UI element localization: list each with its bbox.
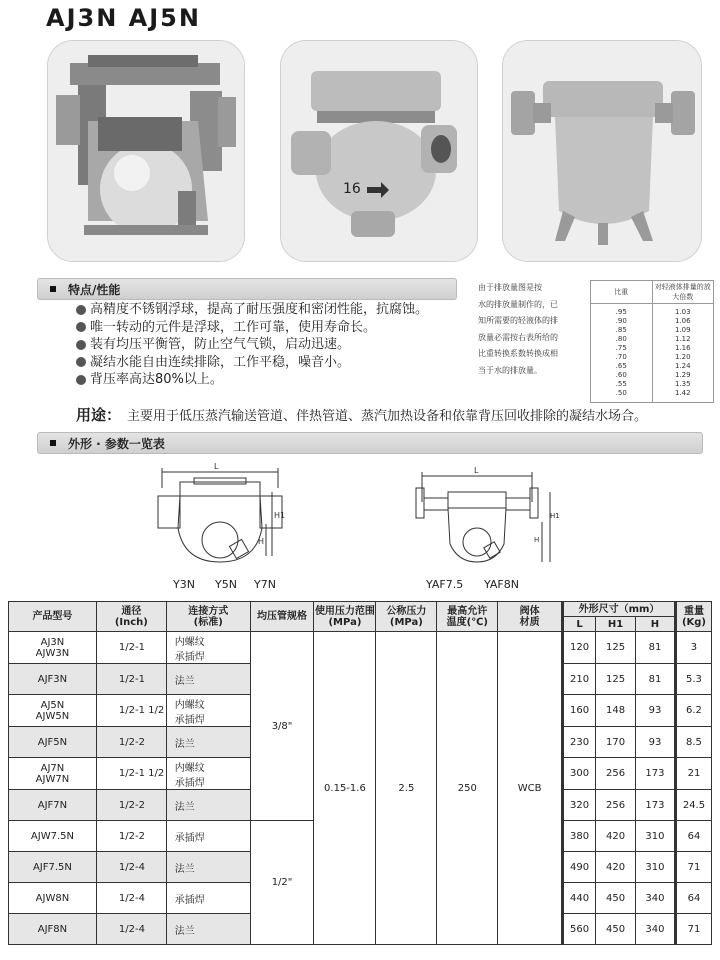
cell-weight: 64 <box>675 821 711 852</box>
cell-connection: 承插焊 <box>166 883 250 914</box>
cell-model: AJW8N <box>9 883 97 914</box>
header-model: 产品型号 <box>9 602 97 632</box>
cell-size: 1/2-1 1/2 <box>96 758 166 790</box>
sg-value: .85 <box>615 326 627 334</box>
cell-model: AJF3N <box>9 664 97 695</box>
header-nominal-pressure: 公称压力 (MPa) <box>376 602 437 632</box>
bullet-icon <box>76 357 86 367</box>
cell-balance-pipe: 1/2" <box>250 821 314 945</box>
factor-value: 1.06 <box>674 317 691 325</box>
factor-value: 1.42 <box>674 389 691 397</box>
sg-column <box>591 304 653 403</box>
header-max-temp: 最高允许 温度(℃) <box>437 602 498 632</box>
page-title: AJ3N AJ5N <box>46 4 201 32</box>
cell-weight: 21 <box>675 758 711 790</box>
factor-column <box>652 304 714 403</box>
cell-size: 1/2-2 <box>96 821 166 852</box>
cell-H: 81 <box>636 664 676 695</box>
cell-L: 160 <box>563 695 596 727</box>
spec-row <box>9 632 712 664</box>
sg-value: .50 <box>615 389 627 397</box>
header-pressure-range: 使用压力范围 (MPa) <box>314 602 376 632</box>
bullet-icon <box>76 305 86 315</box>
sg-header: 比重 <box>591 281 653 304</box>
usage-statement <box>76 404 647 425</box>
bullet-square-icon <box>50 440 56 446</box>
cell-size: 1/2-1 1/2 <box>96 695 166 727</box>
cell-H1: 170 <box>596 727 636 758</box>
header-H: H <box>636 617 676 632</box>
cell-H: 310 <box>636 852 676 883</box>
cell-max-temp: 250 <box>437 632 498 945</box>
valve-number: 16 <box>343 181 361 197</box>
cell-connection: 法兰 <box>166 664 250 695</box>
cell-pressure-range: 0.15-1.6 <box>314 632 376 945</box>
cell-size: 1/2-4 <box>96 914 166 945</box>
feature-item: 背压率高达80%以上。 <box>76 371 428 389</box>
cell-model: AJW7.5N <box>9 821 97 852</box>
cell-size: 1/2-4 <box>96 852 166 883</box>
cell-nominal-pressure: 2.5 <box>376 632 437 945</box>
cell-H1: 125 <box>596 632 636 664</box>
header-balance-pipe: 均压管规格 <box>250 602 314 632</box>
cell-H1: 256 <box>596 790 636 821</box>
sg-value: .65 <box>615 362 627 370</box>
drawing-flanged-trap <box>410 462 560 572</box>
feature-item: 凝结水能自由连续排除，工作平稳，噪音小。 <box>76 354 428 372</box>
cell-L: 560 <box>563 914 596 945</box>
section-specs-header <box>37 432 703 454</box>
cell-weight: 64 <box>675 883 711 914</box>
spec-table <box>8 601 712 945</box>
cell-connection: 法兰 <box>166 852 250 883</box>
cell-H1: 125 <box>596 664 636 695</box>
factor-value: 1.03 <box>674 308 691 316</box>
cell-size: 1/2-1 <box>96 664 166 695</box>
factor-value: 1.29 <box>674 371 691 379</box>
cell-H1: 420 <box>596 852 636 883</box>
cell-model: AJ3N AJW3N <box>9 632 97 664</box>
sg-value: .60 <box>615 371 627 379</box>
factor-header: 对轻液体排量的放大倍数 <box>652 281 714 304</box>
cell-model: AJF7N <box>9 790 97 821</box>
cell-size: 1/2-4 <box>96 883 166 914</box>
cell-L: 490 <box>563 852 596 883</box>
cell-H: 81 <box>636 632 676 664</box>
cell-weight: 71 <box>675 914 711 945</box>
section-features-title: 特点/性能 <box>68 282 121 297</box>
cell-connection: 承插焊 <box>166 821 250 852</box>
factor-value: 1.24 <box>674 362 691 370</box>
cell-H: 93 <box>636 695 676 727</box>
cell-H: 93 <box>636 727 676 758</box>
cell-H: 173 <box>636 790 676 821</box>
cell-H1: 450 <box>596 883 636 914</box>
features-list <box>76 301 428 389</box>
cell-connection: 法兰 <box>166 790 250 821</box>
cell-H: 340 <box>636 914 676 945</box>
header-dimensions: 外形尺寸（mm） <box>563 602 676 617</box>
cell-H: 310 <box>636 821 676 852</box>
cell-connection: 内螺纹 承插焊 <box>166 758 250 790</box>
factor-value: 1.35 <box>674 380 691 388</box>
cell-weight: 5.3 <box>675 664 711 695</box>
cell-H1: 450 <box>596 914 636 945</box>
cell-L: 230 <box>563 727 596 758</box>
drawing-label-y7n: Y7N <box>254 578 276 591</box>
cutaway-photo <box>47 40 245 262</box>
specific-gravity-table <box>590 280 714 403</box>
svg-text:H1: H1 <box>550 512 560 520</box>
bullet-icon <box>76 322 86 332</box>
drawing-label-y5n: Y5N <box>215 578 237 591</box>
specific-gravity-note: 由于排放量图是按 水的排放量制作的，已 知所需要的轻液体的排 放量必需按右表所给的 比重转换系数转换成相 当于水的排放量。 <box>478 283 558 375</box>
cell-H1: 148 <box>596 695 636 727</box>
svg-text:H: H <box>534 536 540 544</box>
cell-weight: 24.5 <box>675 790 711 821</box>
usage-label: 用途： <box>76 406 122 424</box>
factor-value: 1.16 <box>674 344 691 352</box>
cell-model: AJ5N AJW5N <box>9 695 97 727</box>
header-weight: 重量 (Kg) <box>675 602 711 632</box>
svg-text:L: L <box>214 462 219 471</box>
sg-value: .75 <box>615 344 627 352</box>
factor-value: 1.12 <box>674 335 691 343</box>
trap-photo-front <box>280 40 478 262</box>
cell-H: 173 <box>636 758 676 790</box>
header-H1: H1 <box>596 617 636 632</box>
drawing-label-yaf8n: YAF8N <box>484 578 519 591</box>
cell-model: AJF7.5N <box>9 852 97 883</box>
cell-connection: 内螺纹 承插焊 <box>166 695 250 727</box>
cell-L: 300 <box>563 758 596 790</box>
cell-L: 120 <box>563 632 596 664</box>
feature-item: 高精度不锈钢浮球，提高了耐压强度和密闭性能，抗腐蚀。 <box>76 301 428 319</box>
factor-value: 1.09 <box>674 326 691 334</box>
bullet-icon <box>76 375 86 385</box>
section-specs-title: 外形 · 参数一览表 <box>68 436 165 451</box>
feature-item: 唯一转动的元件是浮球，工作可靠，使用寿命长。 <box>76 319 428 337</box>
cell-model: AJF8N <box>9 914 97 945</box>
header-connection: 连接方式 (标准) <box>166 602 250 632</box>
sg-value: .80 <box>615 335 627 343</box>
cell-connection: 法兰 <box>166 914 250 945</box>
cell-L: 320 <box>563 790 596 821</box>
cell-weight: 71 <box>675 852 711 883</box>
factor-value: 1.20 <box>674 353 691 361</box>
bullet-icon <box>76 340 86 350</box>
sg-value: .70 <box>615 353 627 361</box>
header-L: L <box>563 617 596 632</box>
drawing-label-yaf7-5: YAF7.5 <box>426 578 464 591</box>
cell-L: 440 <box>563 883 596 914</box>
cell-balance-pipe: 3/8" <box>250 632 314 821</box>
bullet-square-icon <box>50 286 56 292</box>
cell-L: 210 <box>563 664 596 695</box>
sg-value: .95 <box>615 308 627 316</box>
cell-H1: 256 <box>596 758 636 790</box>
spec-table-body <box>9 632 712 945</box>
sg-value: .55 <box>615 380 627 388</box>
cell-L: 380 <box>563 821 596 852</box>
cell-model: AJF5N <box>9 727 97 758</box>
cell-size: 1/2-2 <box>96 727 166 758</box>
cell-weight: 8.5 <box>675 727 711 758</box>
feature-item: 装有均压平衡管，防止空气气锁，启动迅速。 <box>76 336 428 354</box>
header-size: 通径 (Inch) <box>96 602 166 632</box>
usage-text: 主要用于低压蒸汽输送管道、伴热管道、蒸汽加热设备和依靠背压回收排除的凝结水场合。 <box>127 409 648 424</box>
cell-size: 1/2-1 <box>96 632 166 664</box>
cell-model: AJ7N AJW7N <box>9 758 97 790</box>
cell-weight: 6.2 <box>675 695 711 727</box>
cell-body-material: WCB <box>498 632 563 945</box>
cell-weight: 3 <box>675 632 711 664</box>
svg-text:H: H <box>258 537 265 546</box>
header-body-material: 阀体 材质 <box>498 602 563 632</box>
svg-text:H1: H1 <box>274 511 286 520</box>
drawing-label-y3n: Y3N <box>173 578 195 591</box>
cell-connection: 内螺纹 承插焊 <box>166 632 250 664</box>
section-features-header <box>37 278 457 300</box>
cell-H: 340 <box>636 883 676 914</box>
sg-value: .90 <box>615 317 627 325</box>
cell-size: 1/2-2 <box>96 790 166 821</box>
trap-photo-flanged <box>502 40 702 262</box>
drawing-threaded-trap <box>150 458 290 568</box>
cell-connection: 法兰 <box>166 727 250 758</box>
svg-text:L: L <box>474 466 479 475</box>
cell-H1: 420 <box>596 821 636 852</box>
